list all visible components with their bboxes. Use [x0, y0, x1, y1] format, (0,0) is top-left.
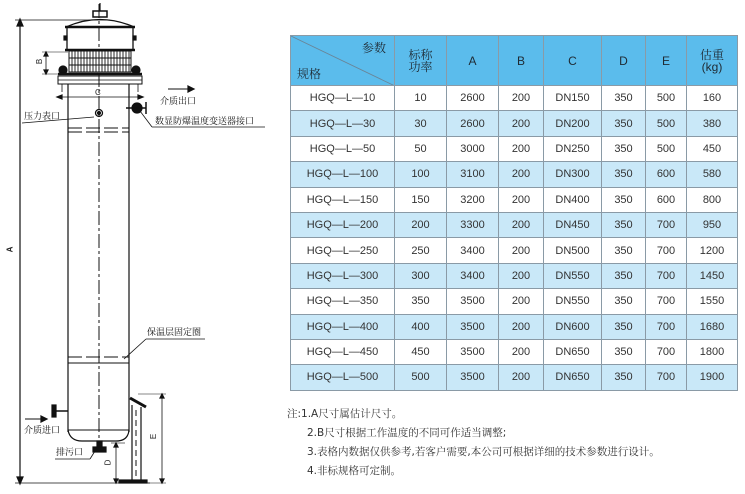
cell-e: 700: [646, 238, 687, 263]
header-weight: 估重 (kg): [687, 36, 738, 86]
cell-weight: 1900: [687, 365, 738, 390]
cell-weight: 380: [687, 111, 738, 136]
cell-c: DN150: [544, 86, 602, 111]
table-row: [291, 289, 738, 314]
cell-b: 200: [499, 339, 544, 364]
note-1: 注:1.A尺寸属估计尺寸。: [287, 408, 403, 420]
cell-power: 10: [395, 86, 447, 111]
cell-e: 500: [646, 86, 687, 111]
cell-a: 3100: [447, 162, 499, 187]
heater-diagram: [0, 0, 280, 494]
cell-model: HGQ—L—100: [291, 162, 395, 187]
cell-a: 3500: [447, 339, 499, 364]
table-row: [291, 111, 738, 136]
header-b: B: [499, 36, 544, 86]
cell-weight: 580: [687, 162, 738, 187]
cell-c: DN600: [544, 314, 602, 339]
label-inlet: 介质进口: [24, 426, 61, 436]
dimension-a: A: [5, 246, 15, 253]
cell-e: 600: [646, 187, 687, 212]
cell-power: 350: [395, 289, 447, 314]
cell-power: 400: [395, 314, 447, 339]
cell-e: 700: [646, 314, 687, 339]
cell-power: 100: [395, 162, 447, 187]
cell-d: 350: [602, 339, 646, 364]
header-corner: [291, 36, 395, 86]
cell-power: 50: [395, 136, 447, 161]
cell-weight: 1450: [687, 263, 738, 288]
table-row: [291, 339, 738, 364]
specification-table: [290, 35, 738, 391]
cell-model: HGQ—L—300: [291, 263, 395, 288]
cell-d: 350: [602, 263, 646, 288]
cell-c: DN400: [544, 187, 602, 212]
cell-c: DN500: [544, 238, 602, 263]
label-temp-transmitter-port: 数显防爆温度变送器接口: [155, 117, 255, 127]
cell-a: 2600: [447, 86, 499, 111]
cell-c: DN550: [544, 289, 602, 314]
table-row: [291, 238, 738, 263]
dimension-c: C: [95, 88, 101, 97]
cell-weight: 1680: [687, 314, 738, 339]
cell-d: 350: [602, 365, 646, 390]
cell-d: 350: [602, 136, 646, 161]
cell-b: 200: [499, 187, 544, 212]
cell-a: 3500: [447, 289, 499, 314]
cell-power: 450: [395, 339, 447, 364]
cell-d: 350: [602, 238, 646, 263]
cell-a: 3300: [447, 212, 499, 237]
cell-weight: 160: [687, 86, 738, 111]
cell-power: 250: [395, 238, 447, 263]
cell-e: 700: [646, 212, 687, 237]
table-row: [291, 187, 738, 212]
cell-c: DN450: [544, 212, 602, 237]
cell-b: 200: [499, 314, 544, 339]
table-row: [291, 365, 738, 390]
heater-outline-drawing: [0, 0, 280, 494]
table-row: [291, 314, 738, 339]
cell-b: 200: [499, 263, 544, 288]
cell-weight: 1800: [687, 339, 738, 364]
header-model: 规格: [297, 67, 322, 81]
cell-power: 30: [395, 111, 447, 136]
note-4: 4.非标规格可定制。: [307, 465, 402, 477]
cell-c: DN250: [544, 136, 602, 161]
cell-a: 3500: [447, 314, 499, 339]
label-insulation-ring: 保温层固定圈: [147, 328, 202, 338]
cell-b: 200: [499, 111, 544, 136]
cell-weight: 950: [687, 212, 738, 237]
dimension-b-top: B: [35, 58, 45, 65]
cell-a: 3400: [447, 238, 499, 263]
cell-a: 3500: [447, 365, 499, 390]
cell-weight: 800: [687, 187, 738, 212]
table-row: [291, 86, 738, 111]
cell-weight: 1550: [687, 289, 738, 314]
cell-weight: 450: [687, 136, 738, 161]
cell-e: 700: [646, 339, 687, 364]
cell-model: HGQ—L—50: [291, 136, 395, 161]
note-3: 3.表格内数据仅供参考,若客户需要,本公司可根据详细的技术参数进行设计。: [307, 446, 660, 458]
header-a: A: [447, 36, 499, 86]
cell-model: HGQ—L—400: [291, 314, 395, 339]
cell-b: 200: [499, 212, 544, 237]
cell-model: HGQ—L—450: [291, 339, 395, 364]
cell-power: 500: [395, 365, 447, 390]
dimension-d: D: [103, 459, 113, 466]
cell-weight: 1200: [687, 238, 738, 263]
cell-b: 200: [499, 162, 544, 187]
cell-model: HGQ—L—500: [291, 365, 395, 390]
cell-power: 150: [395, 187, 447, 212]
note-2: 2.B尺寸根据工作温度的不同可作适当调整;: [307, 427, 507, 439]
cell-a: 2600: [447, 111, 499, 136]
cell-d: 350: [602, 289, 646, 314]
cell-a: 3000: [447, 136, 499, 161]
cell-d: 350: [602, 314, 646, 339]
label-outlet: 介质出口: [160, 97, 197, 107]
table-row: [291, 212, 738, 237]
cell-e: 700: [646, 263, 687, 288]
cell-d: 350: [602, 187, 646, 212]
table-header-row: [291, 36, 738, 86]
cell-model: HGQ—L—30: [291, 111, 395, 136]
cell-a: 3400: [447, 263, 499, 288]
cell-a: 3200: [447, 187, 499, 212]
cell-c: DN300: [544, 162, 602, 187]
label-pressure-gauge-port: 压力表口: [24, 112, 61, 122]
cell-model: HGQ—L—350: [291, 289, 395, 314]
cell-e: 600: [646, 162, 687, 187]
cell-d: 350: [602, 86, 646, 111]
label-drain: 排污口: [56, 448, 84, 458]
cell-e: 500: [646, 111, 687, 136]
cell-e: 500: [646, 136, 687, 161]
cell-d: 350: [602, 162, 646, 187]
header-d: D: [602, 36, 646, 86]
cell-e: 700: [646, 365, 687, 390]
cell-d: 350: [602, 111, 646, 136]
cell-model: HGQ—L—200: [291, 212, 395, 237]
header-c: C: [544, 36, 602, 86]
cell-b: 200: [499, 289, 544, 314]
cell-power: 300: [395, 263, 447, 288]
cell-power: 200: [395, 212, 447, 237]
cell-model: HGQ—L—250: [291, 238, 395, 263]
cell-b: 200: [499, 136, 544, 161]
cell-c: DN650: [544, 339, 602, 364]
table-row: [291, 263, 738, 288]
header-e: E: [646, 36, 687, 86]
header-params: 参数: [361, 41, 386, 55]
cell-b: 200: [499, 238, 544, 263]
cell-d: 350: [602, 212, 646, 237]
cell-c: DN200: [544, 111, 602, 136]
cell-c: DN650: [544, 365, 602, 390]
header-power: 标称 功率: [395, 36, 447, 86]
cell-b: 200: [499, 365, 544, 390]
notes-section: [287, 405, 660, 481]
cell-b: 200: [499, 86, 544, 111]
cell-model: HGQ—L—150: [291, 187, 395, 212]
cell-model: HGQ—L—10: [291, 86, 395, 111]
table-row: [291, 162, 738, 187]
cell-e: 700: [646, 289, 687, 314]
dimension-e: E: [149, 433, 159, 440]
table-row: [291, 136, 738, 161]
cell-c: DN550: [544, 263, 602, 288]
